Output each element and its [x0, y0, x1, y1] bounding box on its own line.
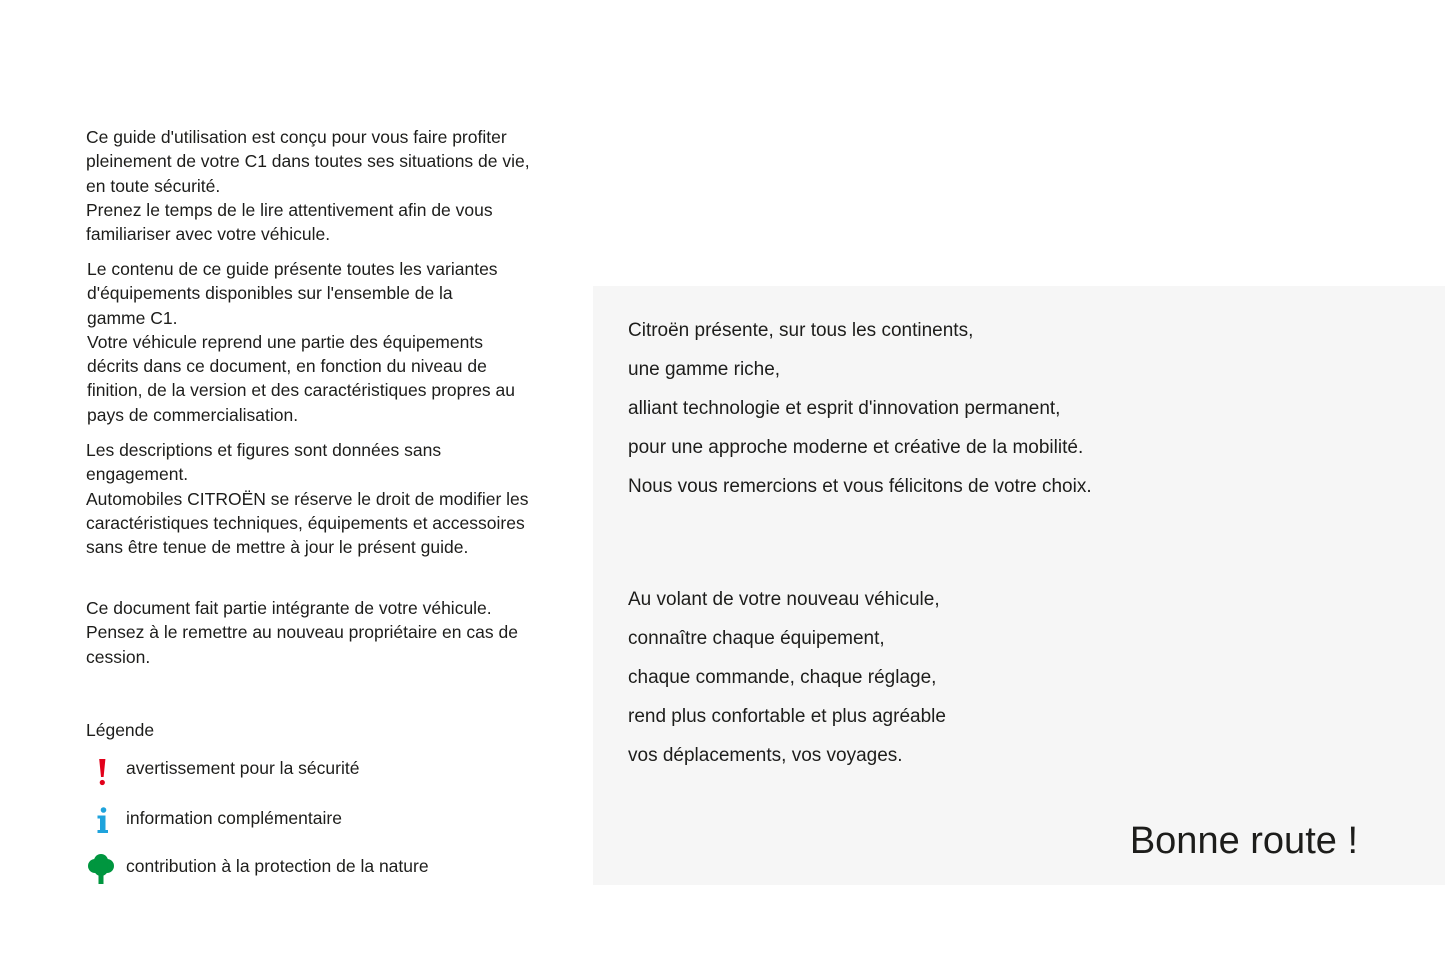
closing-greeting: Bonne route ! — [1129, 820, 1358, 862]
legend-label-information: information complémentaire — [126, 808, 342, 828]
legend-label-nature: contribution à la protection de la nature — [126, 856, 429, 876]
legend-label-safety: avertissement pour la sécurité — [126, 758, 360, 778]
driving-text-group — [628, 580, 946, 775]
legend-title: Légende — [86, 720, 155, 740]
driving-line: chaque commande, chaque réglage, — [628, 667, 937, 688]
info-icon — [86, 806, 118, 846]
driving-line: vos déplacements, vos voyages. — [628, 745, 903, 766]
welcome-line: Citroën présente, sur tous les continents, — [628, 320, 974, 341]
welcome-line: pour une approche moderne et créative de la mobilité. — [628, 437, 1084, 458]
intro-paragraph-purpose: Ce guide d'utilisation est conçu pour vous faire profiter pleinement de votre C1 dans toutes ses situations de vie, en toute sécurité. Prenez le temps de le lire attentivement afin de vous familiariser avec votre véhicule. — [86, 127, 530, 245]
intro-paragraph-disclaimer: Les descriptions et figures sont données sans engagement. Automobiles CITROËN se réserve le droit de modifier les caractéristiques techniques, équipements et accessoires sans être tenue de mettre à jour le présent guide. — [86, 440, 529, 558]
welcome-line: une gamme riche, — [628, 359, 781, 380]
legend-item-nature — [86, 854, 546, 894]
intro-paragraph-variants: Le contenu de ce guide présente toutes les variantes d'équipements disponibles sur l'ensemble de la gamme C1. Votre véhicule reprend une partie des équipements décrits dans ce document, en fonction du niveau de finition, de la version et des caractéristiques propres au pays de commercialisation. — [87, 259, 516, 425]
tree-icon — [86, 854, 118, 894]
warning-exclamation-icon — [86, 756, 118, 796]
driving-line: connaître chaque équipement, — [628, 628, 885, 649]
intro-paragraph-ownership: Ce document fait partie intégrante de votre véhicule. Pensez à le remettre au nouveau propriétaire en cas de cession. — [86, 598, 518, 667]
welcome-line: alliant technologie et esprit d'innovation permanent, — [628, 398, 1061, 419]
legend-item-information — [86, 806, 546, 846]
driving-line: Au volant de votre nouveau véhicule, — [628, 589, 940, 610]
legend-item-safety-warning — [86, 756, 546, 796]
welcome-panel — [593, 286, 1445, 885]
welcome-text-group — [628, 311, 1092, 506]
driving-line: rend plus confortable et plus agréable — [628, 706, 946, 727]
welcome-line: Nous vous remercions et vous félicitons de votre choix. — [628, 476, 1092, 497]
